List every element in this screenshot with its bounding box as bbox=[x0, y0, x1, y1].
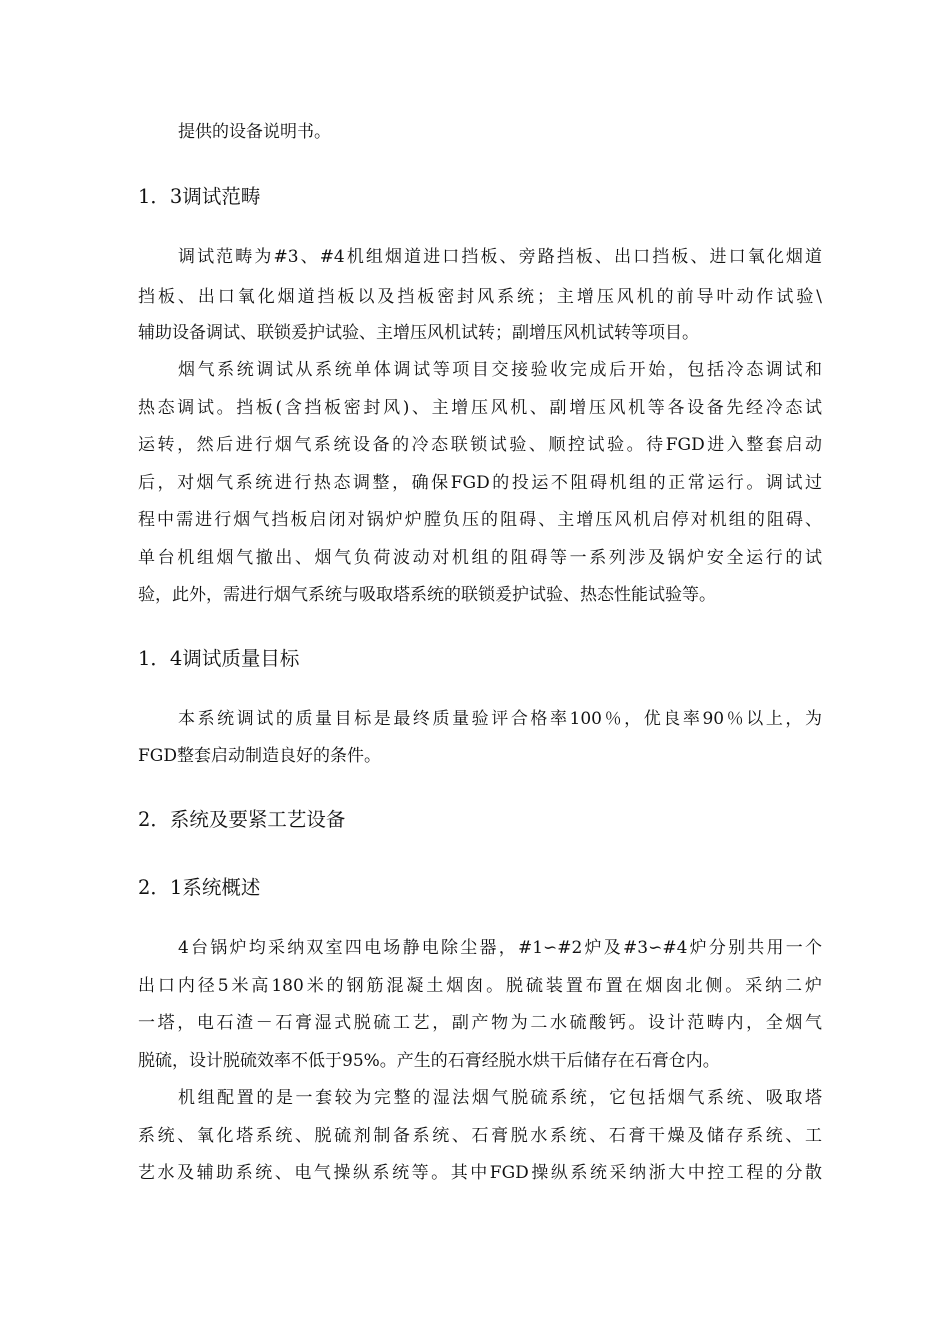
paragraph-line: 程中需进行烟气挡板启闭对锅炉炉膛负压的阻碍、主增压风机启停对机组的阻碍、 bbox=[138, 510, 822, 530]
paragraph-line: 机组配置的是一套较为完整的湿法烟气脱硫系统，它包括烟气系统、吸取塔 bbox=[178, 1088, 822, 1108]
paragraph-line: 挡板、出口氧化烟道挡板以及挡板密封风系统；主增压风机的前导叶动作试验\ bbox=[138, 287, 822, 307]
paragraph-line: 辅助设备调试、联锁爰护试验、主增压风机试转；副增压风机试转等项目。 bbox=[138, 323, 699, 343]
paragraph-line: 调试范畴为#3、#4机组烟道进口挡板、旁路挡板、出口挡板、进口氧化烟道 bbox=[178, 247, 822, 267]
paragraph-line: 烟气系统调试从系统单体调试等项目交接验收完成后开始，包括冷态调试和 bbox=[178, 360, 822, 380]
paragraph-line: 一塔，电石渣－石膏湿式脱硫工艺，副产物为二水硫酸钙。设计范畴内，全烟气 bbox=[138, 1013, 822, 1033]
paragraph-line: 脱硫，设计脱硫效率不低于95%。产生的石膏经脱水烘干后储存在石膏仓内。 bbox=[138, 1051, 720, 1071]
paragraph-line: FGD整套启动制造良好的条件。 bbox=[138, 746, 382, 766]
paragraph-line: 4台锅炉均采纳双室四电场静电除尘器，#1∽#2炉及#3∽#4炉分别共用一个 bbox=[178, 938, 822, 958]
paragraph-line: 单台机组烟气撤出、烟气负荷波动对机组的阻碍等一系列涉及锅炉安全运行的试 bbox=[138, 548, 822, 568]
paragraph-line: 运转，然后进行烟气系统设备的冷态联锁试验、顺控试验。待FGD进入整套启动 bbox=[138, 435, 822, 455]
paragraph-line: 艺水及辅助系统、电气操纵系统等。其中FGD操纵系统采纳浙大中控工程的分散 bbox=[138, 1163, 822, 1183]
section-heading: 1．4调试质量目标 bbox=[138, 647, 300, 670]
chapter-heading: 2．系统及要紧工艺设备 bbox=[138, 808, 346, 831]
section-heading: 1．3调试范畴 bbox=[138, 185, 261, 208]
paragraph-line: 提供的设备说明书。 bbox=[178, 122, 331, 142]
paragraph-line: 验，此外，需进行烟气系统与吸取塔系统的联锁爰护试验、热态性能试验等。 bbox=[138, 585, 716, 605]
section-heading: 2．1系统概述 bbox=[138, 876, 261, 899]
paragraph-line: 出口内径5米高180米的钢筋混凝土烟囱。脱硫装置布置在烟囱北侧。采纳二炉 bbox=[138, 976, 822, 996]
paragraph-line: 热态调试。挡板(含挡板密封风)、主增压风机、副增压风机等各设备先经冷态试 bbox=[138, 398, 822, 418]
paragraph-line: 本系统调试的质量目标是最终质量验评合格率100％，优良率90％以上，为 bbox=[178, 709, 822, 729]
paragraph-line: 后，对烟气系统进行热态调整，确保FGD的投运不阻碍机组的正常运行。调试过 bbox=[138, 473, 822, 493]
paragraph-line: 系统、氧化塔系统、脱硫剂制备系统、石膏脱水系统、石膏干燥及储存系统、工 bbox=[138, 1126, 822, 1146]
